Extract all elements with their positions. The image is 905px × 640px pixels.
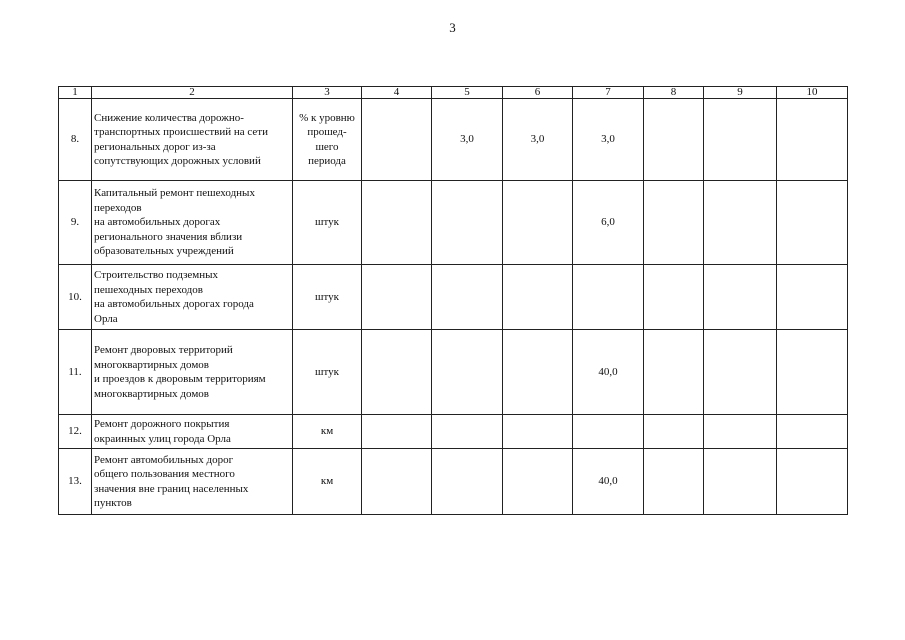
header-cell: 1 bbox=[59, 87, 92, 99]
value-cell-6 bbox=[503, 330, 573, 415]
description-line: многоквартирных домов bbox=[94, 358, 209, 371]
unit-line: км bbox=[320, 425, 334, 438]
value-cell-6 bbox=[503, 415, 573, 449]
header-cell: 2 bbox=[92, 87, 293, 99]
value-cell-9 bbox=[704, 99, 777, 181]
header-cell: 6 bbox=[503, 87, 573, 99]
value-cell-4 bbox=[362, 265, 432, 330]
page-number: 3 bbox=[449, 20, 456, 35]
description-line: образовательных учреждений bbox=[94, 245, 234, 258]
unit-line: штук bbox=[315, 365, 339, 378]
table-row bbox=[59, 449, 848, 515]
unit-of-measure bbox=[293, 330, 362, 415]
unit-line: км bbox=[320, 475, 334, 488]
description-line: общего пользования местного bbox=[94, 468, 235, 480]
description-line: Снижение количества дорожно- bbox=[94, 111, 244, 124]
description-line: пешеходных переходов bbox=[94, 283, 203, 296]
value-cell-5 bbox=[432, 449, 503, 515]
description-line: Орла bbox=[94, 312, 118, 325]
description-line: региональных дорог из-за bbox=[94, 140, 216, 153]
header-cell: 10 bbox=[777, 87, 848, 99]
value-cell-4 bbox=[362, 415, 432, 449]
header-cell: 7 bbox=[573, 87, 644, 99]
row-number: 8. bbox=[59, 99, 92, 181]
description-line: сопутствующих дорожных условий bbox=[94, 155, 261, 167]
description-line: на автомобильных дорогах города bbox=[94, 298, 254, 310]
header-row bbox=[59, 87, 848, 99]
description-line: транспортных происшествий на сети bbox=[94, 126, 268, 138]
description-line: Ремонт дворовых территорий bbox=[94, 344, 233, 356]
header-cell: 5 bbox=[432, 87, 503, 99]
indicator-description bbox=[92, 99, 293, 181]
value-cell-5 bbox=[432, 330, 503, 415]
description-line: регионального значения вблизи bbox=[94, 230, 243, 243]
row-number: 12. bbox=[59, 415, 92, 449]
value-cell-5 bbox=[432, 415, 503, 449]
value-cell-8 bbox=[644, 330, 704, 415]
value-cell-9 bbox=[704, 415, 777, 449]
header-cell: 3 bbox=[293, 87, 362, 99]
value-cell-9 bbox=[704, 330, 777, 415]
unit-line: штук bbox=[315, 216, 339, 229]
unit-line: прошед- bbox=[307, 126, 347, 138]
unit-line: шего bbox=[315, 140, 339, 153]
value-cell-4 bbox=[362, 449, 432, 515]
value-cell-8 bbox=[644, 415, 704, 449]
value-cell-10 bbox=[777, 99, 848, 181]
description-line: пунктов bbox=[94, 497, 132, 509]
unit-line: % к уровню bbox=[299, 111, 355, 124]
description-line: Строительство подземных bbox=[94, 269, 219, 281]
unit-of-measure bbox=[293, 449, 362, 515]
value-cell-4 bbox=[362, 99, 432, 181]
value-cell-6 bbox=[503, 265, 573, 330]
header-cell: 4 bbox=[362, 87, 432, 99]
description-line: Ремонт автомобильных дорог bbox=[94, 453, 234, 466]
value-cell-7: 40,0 bbox=[573, 330, 644, 415]
indicators-table bbox=[58, 86, 848, 515]
header-cell: 8 bbox=[644, 87, 704, 99]
description-line: переходов bbox=[94, 201, 142, 214]
indicator-description bbox=[92, 181, 293, 265]
indicator-description bbox=[92, 265, 293, 330]
unit-of-measure bbox=[293, 99, 362, 181]
unit-of-measure bbox=[293, 265, 362, 330]
row-number: 11. bbox=[59, 330, 92, 415]
table-row bbox=[59, 415, 848, 449]
value-cell-10 bbox=[777, 415, 848, 449]
value-cell-8 bbox=[644, 181, 704, 265]
value-cell-5 bbox=[432, 265, 503, 330]
table-row bbox=[59, 330, 848, 415]
table-row bbox=[59, 265, 848, 330]
value-cell-5 bbox=[432, 181, 503, 265]
description-line: многоквартирных домов bbox=[94, 387, 209, 400]
value-cell-9 bbox=[704, 181, 777, 265]
value-cell-4 bbox=[362, 181, 432, 265]
row-number: 9. bbox=[59, 181, 92, 265]
description-line: окраинных улиц города Орла bbox=[94, 432, 231, 445]
description-line: Ремонт дорожного покрытия bbox=[94, 418, 230, 430]
value-cell-5: 3,0 bbox=[432, 99, 503, 181]
value-cell-6: 3,0 bbox=[503, 99, 573, 181]
unit-of-measure bbox=[293, 415, 362, 449]
value-cell-7 bbox=[573, 265, 644, 330]
value-cell-9 bbox=[704, 449, 777, 515]
table-row bbox=[59, 99, 848, 181]
value-cell-7: 3,0 bbox=[573, 99, 644, 181]
indicator-description bbox=[92, 330, 293, 415]
value-cell-4 bbox=[362, 330, 432, 415]
description-line: Капитальный ремонт пешеходных bbox=[94, 187, 255, 200]
description-line: значения вне границ населенных bbox=[94, 482, 249, 495]
value-cell-7: 6,0 bbox=[573, 181, 644, 265]
row-number: 10. bbox=[59, 265, 92, 330]
description-line: на автомобильных дорогах bbox=[94, 216, 221, 229]
value-cell-10 bbox=[777, 265, 848, 330]
value-cell-9 bbox=[704, 265, 777, 330]
value-cell-6 bbox=[503, 181, 573, 265]
value-cell-6 bbox=[503, 449, 573, 515]
indicator-description bbox=[92, 415, 293, 449]
table-row bbox=[59, 181, 848, 265]
value-cell-10 bbox=[777, 449, 848, 515]
unit-line: периода bbox=[308, 155, 346, 167]
unit-of-measure bbox=[293, 181, 362, 265]
value-cell-8 bbox=[644, 265, 704, 330]
value-cell-8 bbox=[644, 449, 704, 515]
indicator-description bbox=[92, 449, 293, 515]
row-number: 13. bbox=[59, 449, 92, 515]
header-cell: 9 bbox=[704, 87, 777, 99]
unit-line: штук bbox=[315, 290, 339, 303]
value-cell-8 bbox=[644, 99, 704, 181]
value-cell-10 bbox=[777, 181, 848, 265]
description-line: и проездов к дворовым территориям bbox=[94, 373, 266, 385]
value-cell-7 bbox=[573, 415, 644, 449]
value-cell-10 bbox=[777, 330, 848, 415]
value-cell-7: 40,0 bbox=[573, 449, 644, 515]
